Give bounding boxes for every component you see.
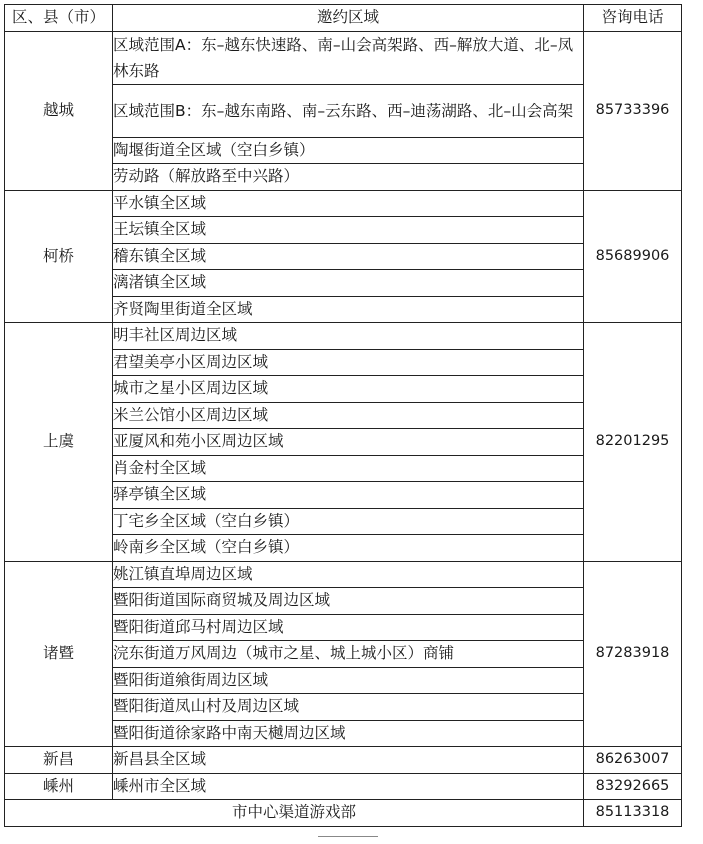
district-cell-keqiao: 柯桥: [5, 190, 113, 323]
area-cell: 暨阳街道飨街周边区域: [113, 667, 584, 694]
header-phone: 咨询电话: [584, 5, 682, 32]
area-cell: 暨阳街道邱马村周边区域: [113, 614, 584, 641]
area-cell: 城市之星小区周边区域: [113, 376, 584, 403]
district-cell-yuecheng: 越城: [5, 31, 113, 190]
area-cell: 丁宅乡全区域（空白乡镇）: [113, 508, 584, 535]
table-row: [5, 773, 682, 800]
table-header-row: [5, 5, 682, 32]
phone-cell-shengzhou: 83292665: [584, 773, 682, 800]
table-row: [5, 323, 682, 350]
area-cell: 浣东街道万风周边（城市之星、城上城小区）商铺: [113, 641, 584, 668]
table-row: [5, 31, 682, 84]
area-cell: 劳动路（解放路至中兴路）: [113, 164, 584, 191]
table-row: [5, 747, 682, 774]
phone-cell-zhuji: 87283918: [584, 561, 682, 747]
area-cell: 暨阳街道国际商贸城及周边区域: [113, 588, 584, 615]
area-cell: 漓渚镇全区域: [113, 270, 584, 297]
table-row: [5, 190, 682, 217]
area-cell: 君望美亭小区周边区域: [113, 349, 584, 376]
area-cell: 稽东镇全区域: [113, 243, 584, 270]
area-cell: 岭南乡全区域（空白乡镇）: [113, 535, 584, 562]
area-cell: 米兰公馆小区周边区域: [113, 402, 584, 429]
table-row: [5, 561, 682, 588]
area-cell: 嵊州市全区域: [113, 773, 584, 800]
district-cell-zhuji: 诸暨: [5, 561, 113, 747]
area-cell: 暨阳街道凤山村及周边区域: [113, 694, 584, 721]
phone-cell-shangyu: 82201295: [584, 323, 682, 562]
area-cell: 王坛镇全区域: [113, 217, 584, 244]
area-cell: 新昌县全区域: [113, 747, 584, 774]
district-cell-xinchang: 新昌: [5, 747, 113, 774]
region-table: [4, 4, 682, 827]
header-area: 邀约区域: [113, 5, 584, 32]
area-cell: 齐贤陶里街道全区域: [113, 296, 584, 323]
district-cell-shangyu: 上虞: [5, 323, 113, 562]
area-cell: 驿亭镇全区域: [113, 482, 584, 509]
header-district: 区、县（市）: [5, 5, 113, 32]
area-cell: 暨阳街道徐家路中南天樾周边区域: [113, 720, 584, 747]
footer-label-cell: 市中心渠道游戏部: [5, 800, 584, 827]
area-cell: 区域范围B：东–越东南路、南–云东路、西–迪荡湖路、北–山会高架: [113, 84, 584, 137]
area-cell: 明丰社区周边区域: [113, 323, 584, 350]
table-row-footer: [5, 800, 682, 827]
area-cell: 姚江镇直埠周边区域: [113, 561, 584, 588]
phone-cell-yuecheng: 85733396: [584, 31, 682, 190]
area-cell: 平水镇全区域: [113, 190, 584, 217]
district-cell-shengzhou: 嵊州: [5, 773, 113, 800]
area-cell: 区域范围A：东–越东快速路、南–山会高架路、西–解放大道、北–凤林东路: [113, 31, 584, 84]
page-edge-mark: [318, 836, 378, 842]
area-cell: 亚厦风和苑小区周边区域: [113, 429, 584, 456]
area-cell: 陶堰街道全区域（空白乡镇）: [113, 137, 584, 164]
phone-cell-keqiao: 85689906: [584, 190, 682, 323]
area-cell: 肖金村全区域: [113, 455, 584, 482]
phone-cell-xinchang: 86263007: [584, 747, 682, 774]
footer-phone-cell: 85113318: [584, 800, 682, 827]
